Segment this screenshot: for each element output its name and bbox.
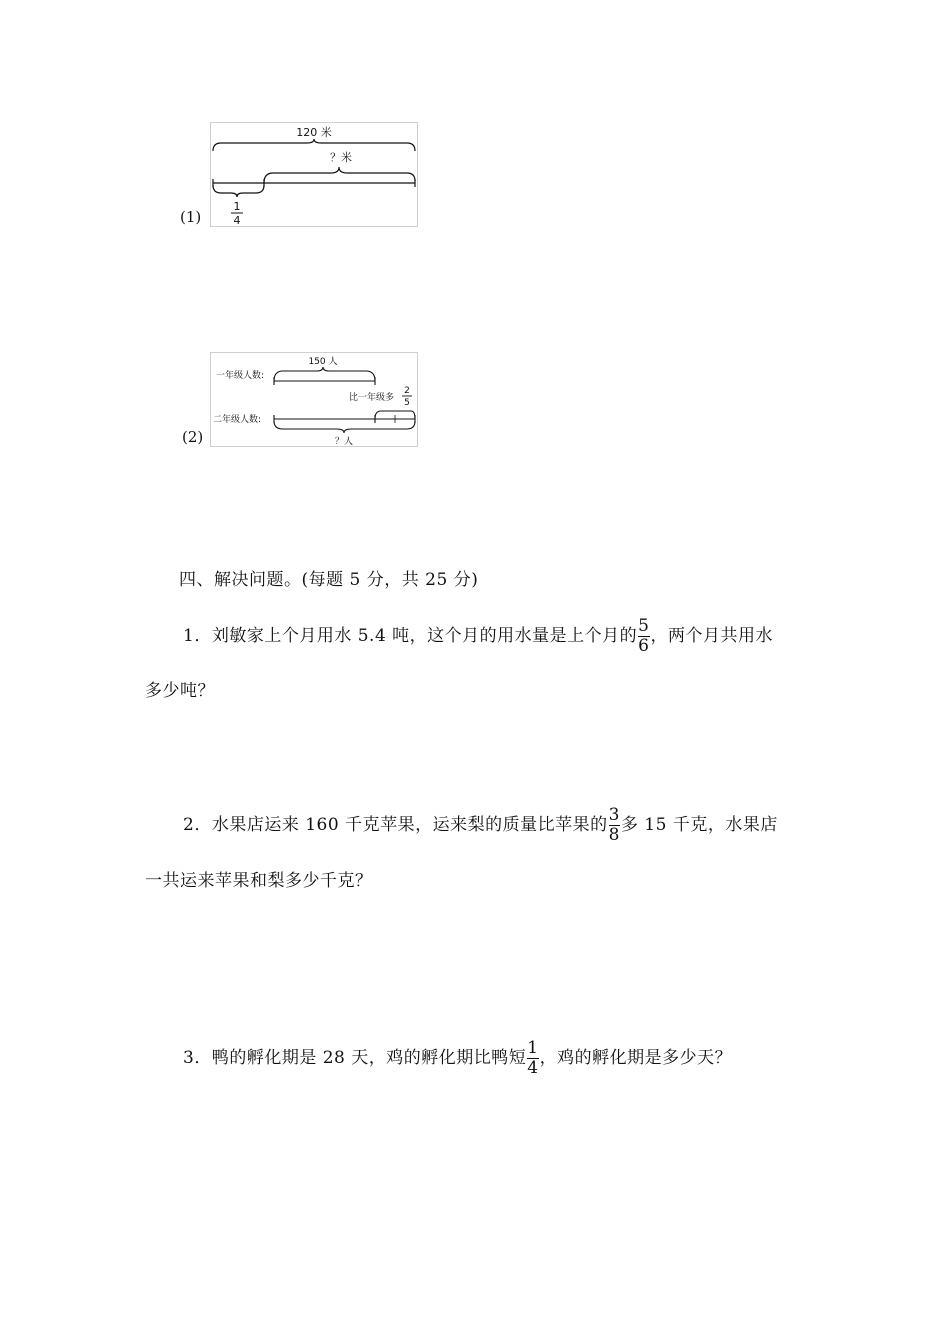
q2-frac-den: 8 [608, 825, 620, 845]
diagram2-row1-value: 150 人 [308, 357, 338, 367]
diagram1-frac-den: 4 [233, 214, 241, 226]
diagram1-unknown-label: ？米 [330, 151, 352, 164]
q3-text-before: 3．鸭的孵化期是 28 天，鸡的孵化期比鸭短 [183, 1048, 527, 1068]
diagram2-frac-den: 5 [404, 398, 410, 408]
question-3-line1 [183, 1040, 732, 1077]
diagram2-row1-label: 一年级人数: [216, 371, 265, 381]
diagram1-unknown-brace [264, 167, 415, 183]
diagram2-unknown-label: ？人 [334, 437, 354, 446]
q1-text-before: 1．刘敏家上个月用水 5.4 吨，这个月的用水量是上个月的 [183, 626, 638, 646]
q3-frac-num: 1 [527, 1038, 539, 1058]
q2-text-before: 2．水果店运来 160 千克苹果，运来梨的质量比苹果的 [183, 815, 608, 835]
question-2-line1 [183, 807, 778, 844]
diagram2-row1-brace [274, 367, 375, 381]
diagram1-frac-num: 1 [233, 200, 241, 213]
diagram2-compare-label: 比一年级多 [349, 393, 395, 403]
q2-frac-num: 3 [608, 805, 620, 825]
diagram1-total-brace [213, 139, 415, 151]
diagram1-label: (1) [180, 208, 202, 226]
diagram2-total-brace [274, 421, 415, 433]
question-1-line2: 多少吨？ [145, 681, 215, 701]
question-2-line2: 一共运来苹果和梨多少千克？ [145, 871, 373, 891]
q2-fraction [609, 807, 620, 844]
diagram1-fraction-brace [213, 185, 264, 197]
q1-text-after: ，两个月共用水 [650, 626, 773, 646]
q1-frac-num: 5 [638, 616, 650, 636]
section-heading: 四、解决问题。(每题 5 分，共 25 分) [179, 570, 479, 590]
diagram2-frac-num: 2 [404, 386, 410, 396]
diagram1-total-label: 120 米 [296, 126, 332, 139]
diagram2-label: (2) [182, 428, 204, 446]
q3-frac-den: 4 [527, 1058, 539, 1078]
q3-text-after: ，鸡的孵化期是多少天？ [539, 1048, 733, 1068]
q3-fraction [527, 1040, 538, 1077]
question-1-line1 [183, 618, 773, 655]
diagram2-segment-diagram [210, 352, 418, 447]
q1-frac-den: 6 [638, 636, 650, 656]
q2-text-after: 多 15 千克，水果店 [620, 815, 778, 835]
diagram2-row2-label: 二年级人数: [213, 415, 262, 425]
diagram1-segment-diagram [210, 122, 418, 227]
q1-fraction [638, 618, 649, 655]
